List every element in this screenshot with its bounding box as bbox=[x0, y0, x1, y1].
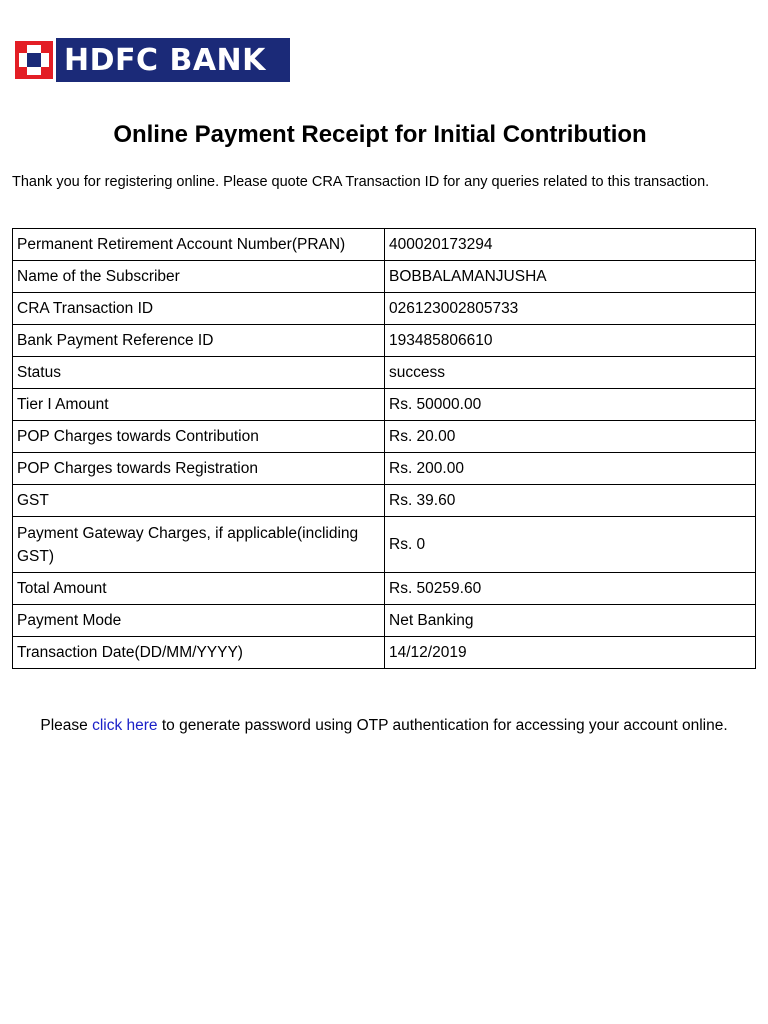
row-label: Payment Gateway Charges, if applicable(incliding GST) bbox=[13, 517, 385, 573]
row-label: Permanent Retirement Account Number(PRAN) bbox=[13, 229, 385, 261]
table-row bbox=[13, 325, 756, 357]
row-value: success bbox=[385, 357, 756, 389]
row-label: GST bbox=[13, 485, 385, 517]
row-label: Total Amount bbox=[13, 573, 385, 605]
table-row bbox=[13, 421, 756, 453]
row-value: Rs. 0 bbox=[385, 517, 756, 573]
footer-text-after: to generate password using OTP authentication for accessing your account online. bbox=[157, 717, 728, 734]
row-label: Transaction Date(DD/MM/YYYY) bbox=[13, 637, 385, 669]
table-row bbox=[13, 453, 756, 485]
row-value: Rs. 50000.00 bbox=[385, 389, 756, 421]
row-label: POP Charges towards Registration bbox=[13, 453, 385, 485]
footer-note bbox=[20, 712, 748, 739]
row-value: 193485806610 bbox=[385, 325, 756, 357]
table-row bbox=[13, 229, 756, 261]
row-value: 400020173294 bbox=[385, 229, 756, 261]
row-value: Rs. 50259.60 bbox=[385, 573, 756, 605]
table-row bbox=[13, 357, 756, 389]
row-value: BOBBALAMANJUSHA bbox=[385, 261, 756, 293]
intro-text: Thank you for registering online. Please quote CRA Transaction ID for any queries related to this transaction. bbox=[12, 174, 710, 190]
row-value: 14/12/2019 bbox=[385, 637, 756, 669]
page-title: Online Payment Receipt for Initial Contribution bbox=[113, 121, 647, 148]
hdfc-logo-icon bbox=[12, 38, 56, 82]
row-label: POP Charges towards Contribution bbox=[13, 421, 385, 453]
receipt-table bbox=[12, 228, 756, 669]
table-row bbox=[13, 389, 756, 421]
row-label: Bank Payment Reference ID bbox=[13, 325, 385, 357]
row-value: 026123002805733 bbox=[385, 293, 756, 325]
table-row bbox=[13, 517, 756, 573]
table-row bbox=[13, 637, 756, 669]
table-row bbox=[13, 293, 756, 325]
footer-text-before: Please bbox=[40, 717, 93, 734]
logo-bank-name: HDFC BANK bbox=[64, 42, 266, 78]
table-row bbox=[13, 485, 756, 517]
table-row bbox=[13, 573, 756, 605]
row-value: Rs. 20.00 bbox=[385, 421, 756, 453]
table-row bbox=[13, 605, 756, 637]
hdfc-bank-logo bbox=[12, 38, 290, 82]
row-value: Net Banking bbox=[385, 605, 756, 637]
row-label: Status bbox=[13, 357, 385, 389]
row-label: Tier I Amount bbox=[13, 389, 385, 421]
click-here-link[interactable]: click here bbox=[92, 717, 158, 734]
row-label: CRA Transaction ID bbox=[13, 293, 385, 325]
row-label: Payment Mode bbox=[13, 605, 385, 637]
row-value: Rs. 200.00 bbox=[385, 453, 756, 485]
row-label: Name of the Subscriber bbox=[13, 261, 385, 293]
row-value: Rs. 39.60 bbox=[385, 485, 756, 517]
table-row bbox=[13, 261, 756, 293]
